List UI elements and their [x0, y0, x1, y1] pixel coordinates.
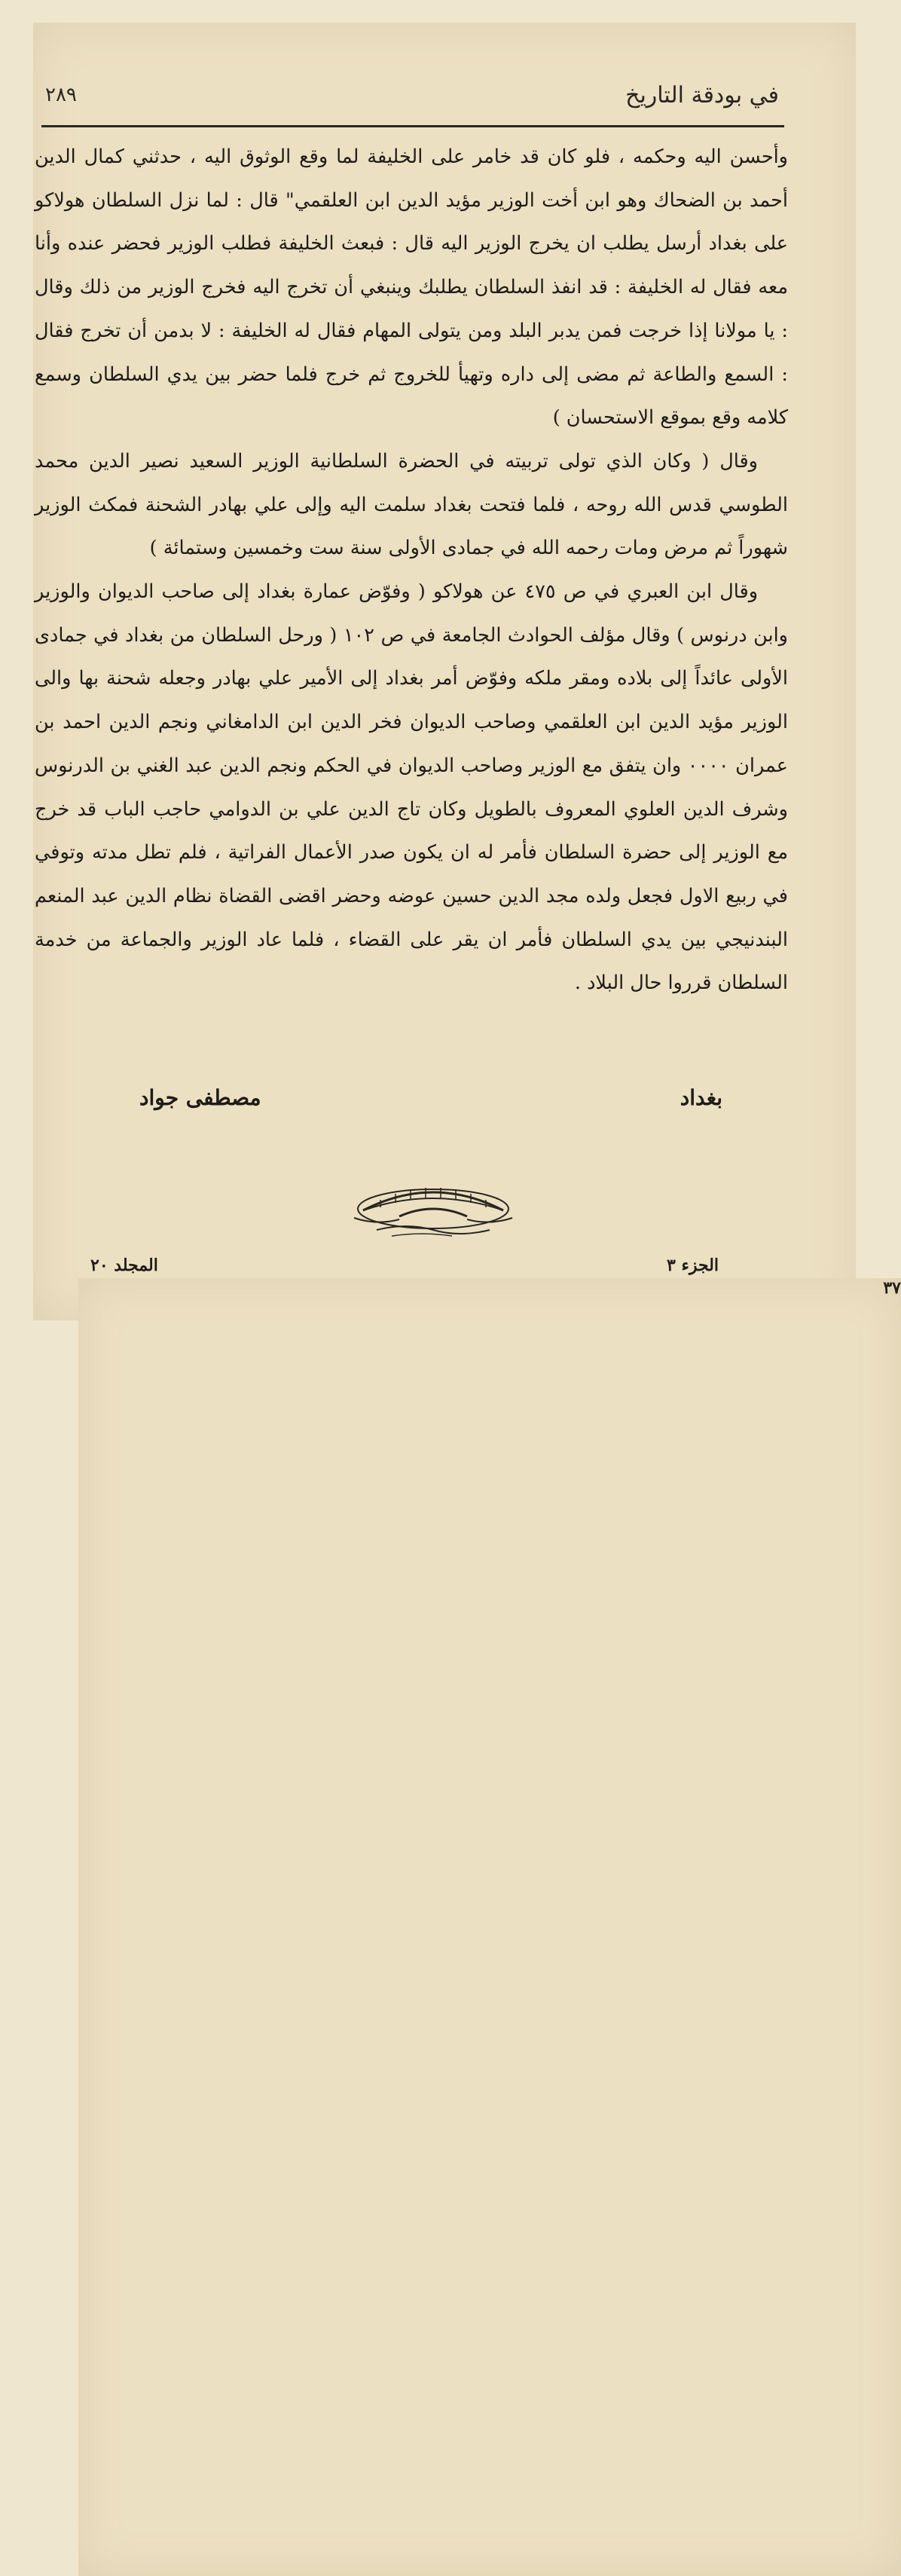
header-rule: [41, 125, 784, 127]
signature-block: [45, 1085, 779, 1110]
article-body: [35, 136, 788, 1005]
footer-part: الجزء ٣: [667, 1256, 719, 1275]
paragraph: وأحسن اليه وحكمه ، فلو كان قد خامر على الخليفة لما وقع الوثوق اليه ، حدثني كمال الدين أحمد بن الضحاك وهو ابن أخت الوزير مؤيد الدين ابن العلقمي" قال : لما نزل السلطان هولاكو على بغداد أرسل يطلب ان يخرج الوزير اليه قال : فبعث الخليفة فطلب الوزير فحضر عنده وأنا معه فقال له الخليفة : قد انفذ السلطان يطلبك وينبغي أن تخرج اليه فخرج الوزير من ذلك وقال : يا مولانا إذا خرجت فمن يدبر البلد ومن يتولى المهام فقال له الخليفة : لا بدمن أن تخرج فقال : السمع والطاعة ثم مضى إلى داره وتهيأ للخروج ثم خرج فلما حضر بين يدي السلطان وسمع كلامه وقع بموقع الاستحسان ): [35, 145, 788, 430]
page-header: [45, 72, 779, 118]
paragraph: وقال ( وكان الذي تولى تربيته في الحضرة السلطانية الوزير السعيد نصير الدين محمد الطوسي قدس الله روحه ، فلما فتحت بغداد سلمت اليه وإلى علي بهادر الشحنة فمكث الوزير شهوراً ثم مرض ومات رحمه الله في جمادى الأولى سنة ست وخمسين وستمائة ): [35, 449, 788, 560]
paragraph: وقال ابن العبري في ص ٤٧٥ عن هولاكو ( وفوّض عمارة بغداد إلى صاحب الديوان والوزير وابن درنوس ) وقال مؤلف الحوادث الجامعة في ص ١٠٢ ( ورحل السلطان من بغداد في جمادى الأولى عائداً إلى بلاده ومقر ملكه وفوّض أمر بغداد إلى الأمير علي بهادر وجعله شحنة بها والى الوزير مؤيد الدين ابن العلقمي وصاحب الديوان فخر الدين ابن الدامغاني ونجم الدين احمد بن عمران ٠٠٠٠ وان يتفق مع الوزير وصاحب الديوان في الحكم ونجم الدين عبد الغني بن الدرنوس وشرف الدين العلوي المعروف بالطويل وكان تاج الدين علي بن الدوامي حاجب الباب قد خرج مع الوزير إلى حضرة السلطان فأمر له ان يكون صدر الأعمال الفراتية ، فلم تطل مدته وتوفي في ربيع الاول فجعل ولده مجد الدين حسين عوضه وحضر اقضى القضاة نظام الدين عبد المنعم البندنيجي بين يدي السلطان فأمر ان يقر على القضاء ، فلما عاد الوزير والجماعة من خدمة السلطان قرروا حال البلاد .: [35, 580, 788, 995]
signature-author: مصطفى جواد: [139, 1085, 261, 1110]
running-title: في بودقة التاريخ: [625, 81, 779, 109]
footer-volume: المجلد ٢٠: [90, 1256, 158, 1275]
bridge-ornament-icon: [347, 1173, 520, 1241]
page-footer: [45, 1256, 901, 1298]
signature-place: بغداد: [680, 1085, 722, 1110]
footer-page-number: ٣٧: [78, 1278, 901, 2576]
page-number: ٢٨٩: [45, 84, 77, 106]
